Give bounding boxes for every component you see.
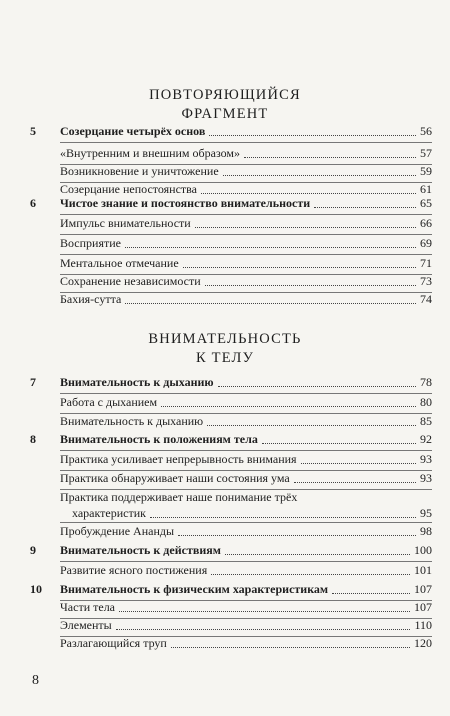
part-title-1: [0, 86, 450, 124]
dot-leader: [178, 535, 416, 536]
dot-leader: [301, 463, 416, 464]
chapter-number: 6: [30, 196, 36, 210]
toc-chapter[interactable]: [30, 374, 432, 390]
page-number: 100: [414, 543, 432, 557]
page-number: 80: [420, 395, 432, 409]
dot-leader: [218, 386, 416, 387]
page-number: 65: [420, 196, 432, 210]
subentry-title: Элементы: [60, 618, 112, 632]
dot-leader: [209, 135, 416, 136]
toc-subentry[interactable]: [30, 145, 432, 161]
chapter-title: Созерцание четырёх основ: [60, 124, 206, 138]
page-number: 107: [414, 582, 432, 596]
toc-subentry[interactable]: [30, 273, 432, 289]
page-number: 120: [414, 636, 432, 650]
chapter-number: 8: [30, 432, 36, 446]
dot-leader: [119, 611, 410, 612]
dot-leader: [125, 303, 416, 304]
toc-subentry[interactable]: [30, 291, 432, 307]
page-number: 59: [420, 164, 432, 178]
subentry-title: Внимательность к дыханию: [60, 414, 204, 428]
page-number: 101: [414, 563, 432, 577]
dot-leader: [171, 647, 410, 648]
chapter-title: Внимательность к положениям тела: [60, 432, 258, 446]
toc-subentry[interactable]: [30, 394, 432, 410]
subentry-title: Части тела: [60, 600, 116, 614]
subentry-title: Возникновение и уничтожение: [60, 164, 219, 178]
subentry-title: Практика усиливает непрерывность внимания: [60, 452, 297, 466]
page-number: 66: [420, 216, 432, 230]
dot-leader: [161, 406, 416, 407]
dot-leader: [125, 247, 416, 248]
subentry-title: Импульс внимательности: [60, 216, 191, 230]
subentry-title: Ментальное отмечание: [60, 256, 179, 270]
page-number: 73: [420, 274, 432, 288]
part-title-line: ФРАГМЕНТ: [181, 106, 269, 122]
toc-subentry[interactable]: [30, 562, 432, 578]
chapter-number: 10: [30, 582, 42, 596]
subentry-title: Пробуждение Ананды: [60, 524, 175, 538]
dot-leader: [201, 193, 416, 194]
dot-leader: [244, 157, 416, 158]
part-title-line: К ТЕЛУ: [195, 350, 255, 366]
toc-subentry[interactable]: [30, 617, 432, 633]
toc-subentry[interactable]: [30, 451, 432, 467]
subentry-title-wrap-line[interactable]: Практика поддерживает наше понимание трёх: [60, 490, 298, 504]
toc-chapter[interactable]: [30, 581, 432, 597]
toc-subentry[interactable]: [30, 523, 432, 539]
dot-leader: [211, 574, 410, 575]
page-number: 71: [420, 256, 432, 270]
page-number: 107: [414, 600, 432, 614]
dot-leader: [207, 425, 416, 426]
dot-leader: [223, 175, 416, 176]
page-folio: 8: [32, 673, 39, 688]
page-number: 98: [420, 524, 432, 538]
page-number: 95: [420, 506, 432, 520]
chapter-title: Внимательность к дыханию: [60, 375, 214, 389]
subentry-title: «Внутренним и внешним образом»: [60, 146, 240, 160]
dot-leader: [195, 227, 416, 228]
chapter-title: Чистое знание и постоянство внимательности: [60, 196, 311, 210]
page-number: 74: [420, 292, 432, 306]
subentry-title: Сохранение независимости: [60, 274, 201, 288]
toc-subentry[interactable]: [30, 635, 432, 651]
toc-chapter[interactable]: [30, 431, 432, 447]
page-number: 69: [420, 236, 432, 250]
dot-leader: [225, 554, 410, 555]
page-number: 78: [420, 375, 432, 389]
toc-subentry[interactable]: [30, 235, 432, 251]
chapter-number: 5: [30, 124, 36, 138]
page-number: 93: [420, 452, 432, 466]
subentry-title: Бахия-сутта: [60, 292, 122, 306]
dot-leader: [183, 267, 416, 268]
toc-subentry[interactable]: [30, 255, 432, 271]
subentry-title: Восприятие: [60, 236, 121, 250]
subentry-title: Разлагающийся труп: [60, 636, 167, 650]
dot-leader: [150, 517, 416, 518]
toc-subentry[interactable]: [30, 215, 432, 231]
dot-leader: [294, 482, 416, 483]
part-title-line: ПОВТОРЯЮЩИЙСЯ: [149, 87, 301, 103]
toc-subentry[interactable]: [30, 505, 432, 521]
page-number: 57: [420, 146, 432, 160]
chapter-number: 7: [30, 375, 36, 389]
chapter-title: Внимательность к физическим характеристикам: [60, 582, 329, 596]
page-number: 85: [420, 414, 432, 428]
dot-leader: [205, 285, 416, 286]
dot-leader: [116, 629, 411, 630]
toc-subentry[interactable]: [30, 413, 432, 429]
toc-subentry[interactable]: [30, 599, 432, 615]
subentry-title: Практика обнаруживает наши состояния ума: [60, 471, 290, 485]
divider: [60, 142, 432, 143]
toc-chapter[interactable]: [30, 542, 432, 558]
page-number: 110: [414, 618, 432, 632]
subentry-title: характеристик: [72, 506, 146, 520]
chapter-number: 9: [30, 543, 36, 557]
toc-subentry[interactable]: [30, 470, 432, 486]
page-number: 56: [420, 124, 432, 138]
toc-chapter[interactable]: [30, 195, 432, 211]
chapter-title: Внимательность к действиям: [60, 543, 221, 557]
toc-chapter[interactable]: [30, 123, 432, 139]
part-title-2: [0, 330, 450, 368]
page-number: 61: [420, 182, 432, 196]
dot-leader: [332, 593, 410, 594]
part-title-line: ВНИМАТЕЛЬНОСТЬ: [148, 331, 302, 347]
page-number: 92: [420, 432, 432, 446]
subentry-title: Работа с дыханием: [60, 395, 158, 409]
dot-leader: [314, 207, 416, 208]
subentry-title: Созерцание непостоянства: [60, 182, 197, 196]
dot-leader: [262, 443, 416, 444]
toc-subentry[interactable]: [30, 163, 432, 179]
subentry-title: Развитие ясного постижения: [60, 563, 208, 577]
page-number: 93: [420, 471, 432, 485]
